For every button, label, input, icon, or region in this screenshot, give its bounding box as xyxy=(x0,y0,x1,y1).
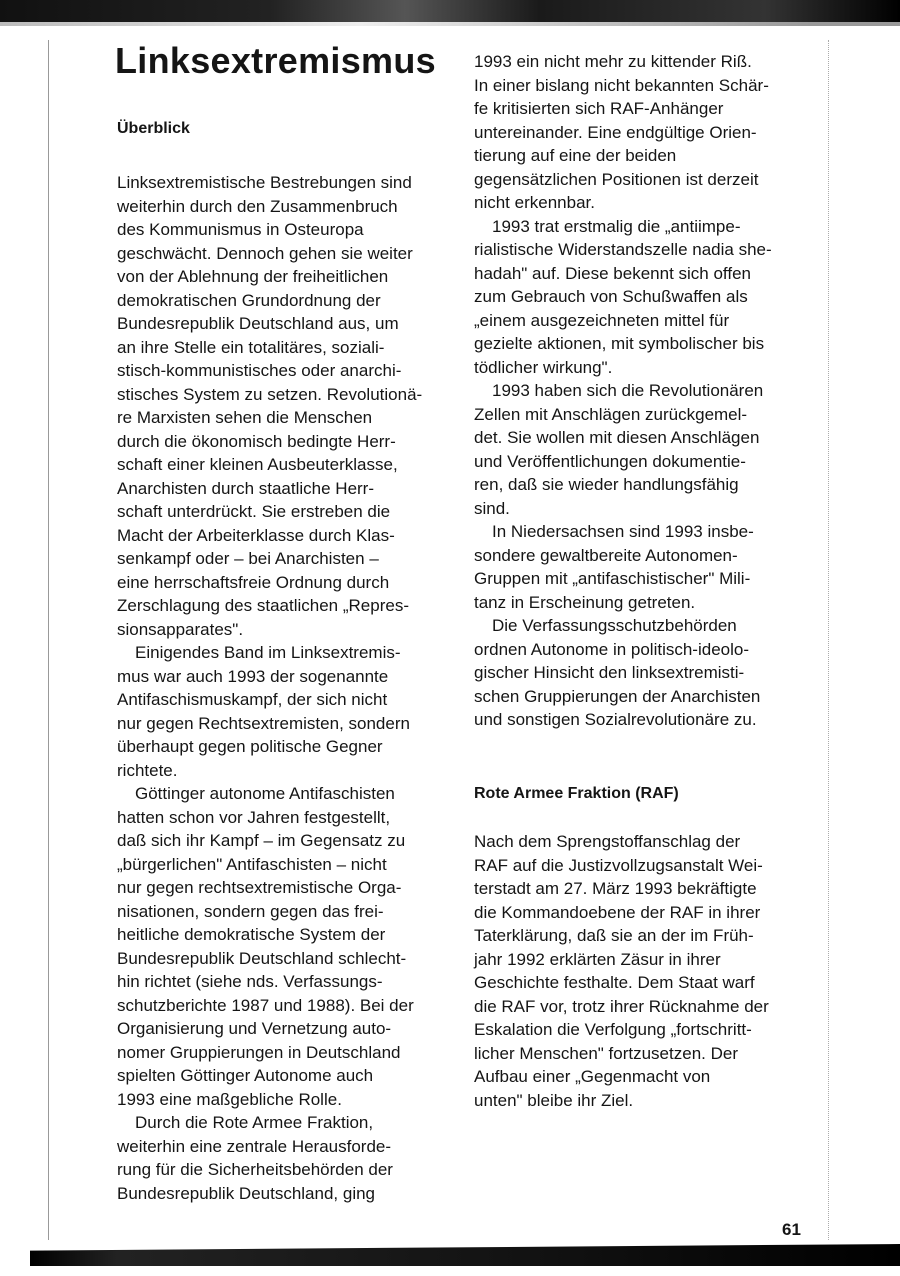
paragraph xyxy=(474,379,819,520)
paragraph xyxy=(117,171,462,641)
text-line: gegensätzlichen Positionen ist derzeit xyxy=(474,169,759,189)
text-line: sind. xyxy=(474,498,510,518)
text-line: Gruppen mit „antifaschistischer" Mili- xyxy=(474,569,751,588)
paragraph xyxy=(474,830,819,1112)
scan-margin-line xyxy=(48,40,49,1240)
text-line: spielten Göttinger Autonome auch xyxy=(117,1066,374,1085)
text-line: schutzberichte 1987 und 1988). Bei der xyxy=(117,995,414,1015)
left-column xyxy=(117,171,462,1205)
text-line: 1993 trat erstmalig die „antiimpe- xyxy=(492,216,741,236)
text-line: tanz in Erscheinung getreten. xyxy=(474,592,696,612)
text-line: hatten schon vor Jahren festgestellt, xyxy=(117,807,391,827)
text-line: stisch-kommunistisches oder anarchi- xyxy=(117,361,402,380)
text-line: det. Sie wollen mit diesen Anschlägen xyxy=(474,428,760,447)
section-heading-overview: Überblick xyxy=(117,120,190,137)
text-line: mus war auch 1993 der sogenannte xyxy=(117,666,389,686)
text-line: nomer Gruppierungen in Deutschland xyxy=(117,1042,401,1062)
paragraph xyxy=(117,641,462,782)
scan-right-edge xyxy=(828,40,843,1240)
text-line: Organisierung und Vernetzung auto- xyxy=(117,1019,392,1038)
scan-border-top xyxy=(0,0,900,22)
text-line: daß sich ihr Kampf – im Gegensatz zu xyxy=(117,831,406,850)
text-line: licher Menschen" fortzusetzen. Der xyxy=(474,1043,738,1063)
text-line: rung für die Sicherheitsbehörden der xyxy=(117,1160,393,1179)
raf-column xyxy=(474,830,819,1112)
scan-border-bottom xyxy=(30,1244,900,1266)
text-line: Antifaschismuskampf, der sich nicht xyxy=(117,690,388,709)
text-line: Zellen mit Anschlägen zurückgemel- xyxy=(474,404,748,424)
section-heading-raf: Rote Armee Fraktion (RAF) xyxy=(474,785,679,802)
text-line: „einem ausgezeichneten mittel für xyxy=(474,310,730,330)
text-line: sondere gewaltbereite Autonomen- xyxy=(474,545,738,565)
text-line: jahr 1992 erklärten Zäsur in ihrer xyxy=(474,949,721,969)
text-line: weiterhin durch den Zusammenbruch xyxy=(117,196,398,216)
text-line: 1993 ein nicht mehr zu kittender Riß. xyxy=(474,52,752,71)
text-line: hin richtet (siehe nds. Verfassungs- xyxy=(117,972,383,991)
text-line: die Kommandoebene der RAF in ihrer xyxy=(474,902,761,922)
text-line: nisationen, sondern gegen das frei- xyxy=(117,901,384,921)
text-line: nur gegen rechtsextremistische Orga- xyxy=(117,878,402,897)
text-line: eine herrschaftsfreie Ordnung durch xyxy=(117,572,390,592)
paragraph xyxy=(474,520,819,614)
text-line: untereinander. Eine endgültige Orien- xyxy=(474,122,757,142)
text-line: nicht erkennbar. xyxy=(474,193,595,212)
text-line: demokratischen Grundordnung der xyxy=(117,290,381,310)
text-line: an ihre Stelle ein totalitäres, soziali- xyxy=(117,337,385,357)
text-line: geschwächt. Dennoch gehen sie weiter xyxy=(117,243,413,263)
text-line: tödlicher wirkung". xyxy=(474,357,613,377)
text-line: nur gegen Rechtsextremisten, sondern xyxy=(117,713,410,733)
text-line: Anarchisten durch staatliche Herr- xyxy=(117,478,375,498)
text-line: In Niedersachsen sind 1993 insbe- xyxy=(492,522,754,541)
text-line: Macht der Arbeiterklasse durch Klas- xyxy=(117,525,395,545)
page-title: Linksextremismus xyxy=(115,40,436,81)
text-line: überhaupt gegen politische Gegner xyxy=(117,737,383,756)
text-line: und sonstigen Sozialrevolutionäre zu. xyxy=(474,710,757,729)
text-line: richtete. xyxy=(117,760,178,780)
text-line: tierung auf eine der beiden xyxy=(474,146,677,165)
scan-border-stripe xyxy=(0,22,900,26)
paragraph xyxy=(474,614,819,732)
text-line: schen Gruppierungen der Anarchisten xyxy=(474,686,761,706)
text-line: Linksextremistische Bestrebungen sind xyxy=(117,173,412,192)
text-line: Bundesrepublik Deutschland, ging xyxy=(117,1183,376,1203)
text-line: Nach dem Sprengstoffanschlag der xyxy=(474,832,741,851)
text-line: gezielte aktionen, mit symbolischer bis xyxy=(474,334,765,353)
text-line: und Veröffentlichungen dokumentie- xyxy=(474,451,746,471)
text-line: Aufbau einer „Gegenmacht von xyxy=(474,1067,711,1086)
text-line: weiterhin eine zentrale Herausforde- xyxy=(117,1136,392,1156)
right-column xyxy=(474,50,819,732)
text-line: Bundesrepublik Deutschland aus, um xyxy=(117,314,399,333)
text-line: „bürgerlichen" Antifaschisten – nicht xyxy=(117,854,387,874)
text-line: ren, daß sie wieder handlungsfähig xyxy=(474,475,739,494)
page-number: 61 xyxy=(782,1220,801,1239)
text-line: Einigendes Band im Linksextremis- xyxy=(135,643,401,662)
text-line: von der Ablehnung der freiheitlichen xyxy=(117,267,389,286)
text-line: 1993 haben sich die Revolutionären xyxy=(492,381,764,400)
text-line: re Marxisten sehen die Menschen xyxy=(117,408,373,427)
text-line: die RAF vor, trotz ihrer Rücknahme der xyxy=(474,996,769,1016)
text-line: Die Verfassungsschutzbehörden xyxy=(492,616,737,635)
paragraph xyxy=(117,782,462,1111)
text-line: sionsapparates". xyxy=(117,619,244,639)
text-line: durch die ökonomisch bedingte Herr- xyxy=(117,431,396,451)
text-line: In einer bislang nicht bekannten Schär- xyxy=(474,75,769,95)
text-line: schaft einer kleinen Ausbeuterklasse, xyxy=(117,455,398,474)
text-line: stisches System zu setzen. Revolutionä- xyxy=(117,384,423,404)
text-line: gischer Hinsicht den linksextremisti- xyxy=(474,663,745,682)
paragraph xyxy=(474,215,819,380)
text-line: RAF auf die Justizvollzugsanstalt Wei- xyxy=(474,855,763,875)
text-line: Geschichte festhalte. Dem Staat warf xyxy=(474,973,755,992)
text-line: hadah" auf. Diese bekennt sich offen xyxy=(474,263,751,283)
text-line: Göttinger autonome Antifaschisten xyxy=(135,784,395,803)
text-line: Taterklärung, daß sie an der im Früh- xyxy=(474,926,754,945)
text-line: Eskalation die Verfolgung „fortschritt- xyxy=(474,1020,752,1039)
text-line: heitliche demokratische System der xyxy=(117,925,386,944)
text-line: unten" bleibe ihr Ziel. xyxy=(474,1090,634,1110)
text-line: 1993 eine maßgebliche Rolle. xyxy=(117,1089,342,1109)
text-line: rialistische Widerstandszelle nadia she- xyxy=(474,240,772,259)
text-line: fe kritisierten sich RAF-Anhänger xyxy=(474,99,724,118)
text-line: des Kommunismus in Osteuropa xyxy=(117,220,364,239)
text-line: Bundesrepublik Deutschland schlecht- xyxy=(117,948,407,968)
text-line: ordnen Autonome in politisch-ideolo- xyxy=(474,639,750,659)
paragraph xyxy=(474,50,819,215)
text-line: schaft unterdrückt. Sie erstreben die xyxy=(117,502,391,521)
text-line: Durch die Rote Armee Fraktion, xyxy=(135,1113,374,1132)
paragraph xyxy=(117,1111,462,1205)
text-line: terstadt am 27. März 1993 bekräftigte xyxy=(474,879,757,898)
text-line: Zerschlagung des staatlichen „Repres- xyxy=(117,596,409,615)
text-line: senkampf oder – bei Anarchisten – xyxy=(117,549,379,568)
text-line: zum Gebrauch von Schußwaffen als xyxy=(474,287,748,306)
